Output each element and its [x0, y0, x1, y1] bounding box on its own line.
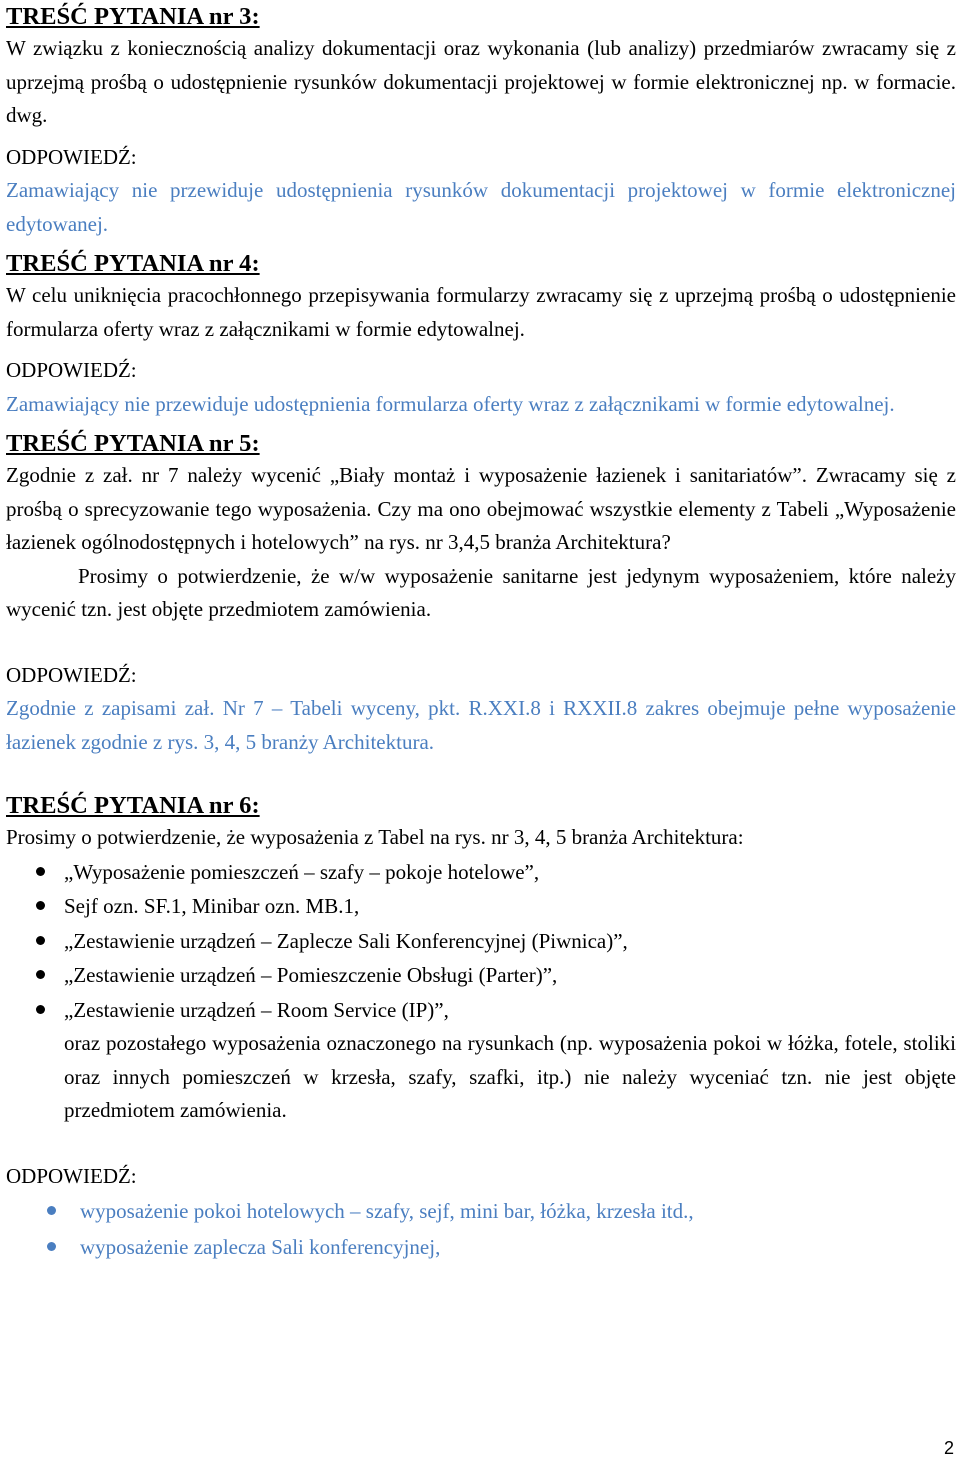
question-text: W związku z koniecznością analizy dokumentacji oraz wykonania (lub analizy) przedmiarów zwracamy się z uprzejmą prośbą o udostępnienie rysunków dokumentacji projektowej w formie elektronicznej np. w formacie. dwg.: [6, 36, 956, 127]
question-6: [6, 791, 956, 1265]
document-page: [6, 2, 956, 1265]
page-number: 2: [943, 1438, 954, 1458]
answer-list-item: wyposażenie zaplecza Sali konferencyjnej,: [6, 1229, 956, 1265]
question-heading: TREŚĆ PYTANIA nr 5:: [6, 430, 260, 457]
list-item: „Zestawienie urządzeń – Room Service (IP)”,: [6, 993, 956, 1028]
equipment-list: [6, 855, 956, 1028]
answer-list: [6, 1193, 956, 1265]
question-text: W celu uniknięcia pracochłonnego przepisywania formularzy zwracamy się z uprzejmą prośbą o udostępnienie formularza oferty wraz z załącznikami w formie edytowalnej.: [6, 283, 956, 341]
answer-text: Zamawiający nie przewiduje udostępnienia rysunków dokumentacji projektowej w formie elektronicznej edytowanej.: [6, 178, 956, 236]
answer-label: ODPOWIEDŹ:: [6, 1163, 137, 1188]
answer-list-item: wyposażenie pokoi hotelowych – szafy, sejf, mini bar, łóżka, krzesła itd.,: [6, 1193, 956, 1229]
answer-label: ODPOWIEDŹ:: [6, 144, 137, 169]
answer-text: Zgodnie z zapisami zał. Nr 7 – Tabeli wyceny, pkt. R.XXI.8 i RXXII.8 zakres obejmuje pełne wyposażenie łazienek zgodnie z rys. 3, 4, 5 branży Architektura.: [6, 696, 956, 754]
question-4: [6, 249, 956, 421]
answer-label: ODPOWIEDŹ:: [6, 662, 137, 687]
answer-label: ODPOWIEDŹ:: [6, 358, 137, 382]
question-heading: TREŚĆ PYTANIA nr 4:: [6, 250, 260, 277]
question-text-continued: Prosimy o potwierdzenie, że w/w wyposażenie sanitarne jest jedynym wyposażeniem, które należy wycenić tzn. jest objęte przedmiotem zamówienia.: [6, 563, 956, 621]
question-heading: TREŚĆ PYTANIA nr 3:: [6, 3, 260, 30]
list-item: „Zestawienie urządzeń – Zaplecze Sali Konferencyjnej (Piwnica)”,: [6, 924, 956, 959]
question-text: Zgodnie z zał. nr 7 należy wycenić „Biały montaż i wyposażenie łazienek i sanitariatów”. Zwracamy się z prośbą o sprecyzowanie tego wyposażenia. Czy ma ono obejmować wszystkie elementy z Tabeli „Wyposażenie łazienek ogólnodostępnych i hotelowych” na rys. nr 3,4,5 branża Architektura?: [6, 463, 956, 554]
question-5: [6, 429, 956, 759]
question-intro: Prosimy o potwierdzenie, że wyposażenia z Tabel na rys. nr 3, 4, 5 branża Architektura:: [6, 825, 744, 849]
list-item: „Zestawienie urządzeń – Pomieszczenie Obsługi (Parter)”,: [6, 958, 956, 993]
question-continuation: oraz pozostałego wyposażenia oznaczonego na rysunkach (np. wyposażenia pokoi w łóżka, fotele, stoliki oraz innych pomieszczeń w krzesła, szafy, szafki, itp.) nie należy wyceniać tzn. nie jest objęte przedmiotem zamówienia.: [64, 1031, 956, 1122]
question-3: [6, 2, 956, 241]
answer-text: Zamawiający nie przewiduje udostępnienia formularza oferty wraz z załącznikami w formie edytowalnej.: [6, 391, 895, 416]
list-item: „Wyposażenie pomieszczeń – szafy – pokoje hotelowe”,: [6, 855, 956, 890]
list-item: Sejf ozn. SF.1, Minibar ozn. MB.1,: [6, 889, 956, 924]
question-heading: TREŚĆ PYTANIA nr 6:: [6, 792, 260, 819]
